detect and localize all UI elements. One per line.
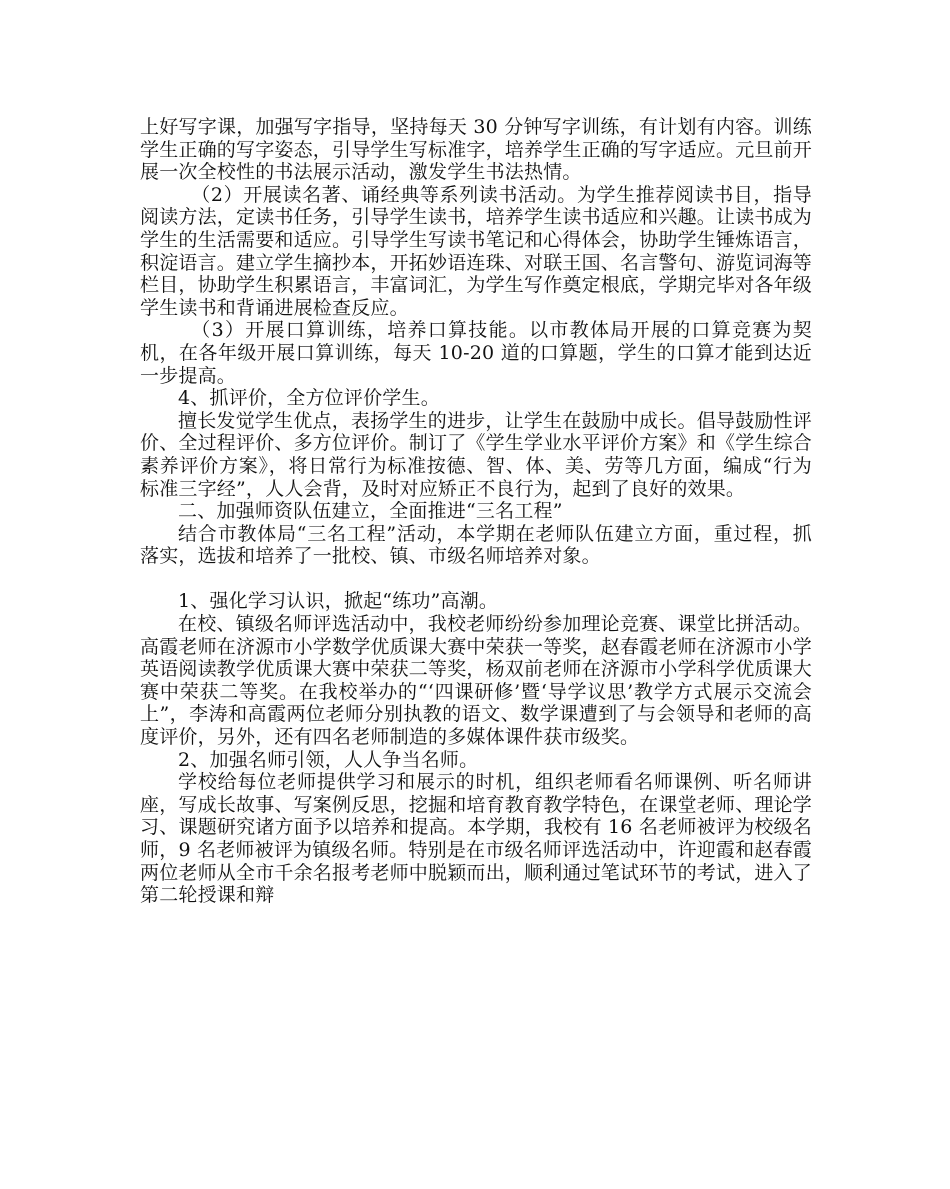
- heading-famous-teacher-lead: 2、加强名师引领，人人争当名师。: [178, 748, 479, 771]
- blank-line: [140, 568, 812, 591]
- paragraph-reading-activity: （2）开展读名著、诵经典等系列读书活动。为学生推荐阅读书目，指导阅读方法，定读书任务，引导学生读书，培养学生读书适应和兴趣。让读书成为学生的生活需要和适应。引导学生写读书笔记和心得体会，协助学生锤炼语言，积淀语言。建立学生摘抄本，开拓妙语连珠、对联王国、名言警句、游览词海等栏目，协助学生积累语言，丰富词汇，为学生写作奠定根底，学期完毕对各年级学生读书和背诵进展检查反应。: [140, 183, 813, 319]
- heading-study-awareness: 1、强化学习认识，掀起“练功”高潮。: [178, 590, 499, 613]
- paragraph-mental-arithmetic: （3）开展口算训练，培养口算技能。以市教体局开展的口算竞赛为契机，在各年级开展口算训练，每天 10-20 道的口算题，学生的口算才能到达近一步提高。: [140, 319, 812, 387]
- paragraph-evaluation: 擅长发觉学生优点，表扬学生的进步，让学生在鼓励中成长。倡导鼓励性评价、全过程评价、多方位评价。制订了《学生学业水平评价方案》和《学生综合素养评价方案》，将日常行为标准按德、智、体、美、劳等几方面，编成“行为标准三字经”，人人会背，及时对应矫正不良行为，起到了良好的效果。: [140, 409, 813, 500]
- heading-teacher-team: 二、加强师资队伍建立，全面推进“三名工程”: [178, 500, 563, 523]
- paragraph-three-famous-project: 结合市教体局“三名工程”活动，本学期在老师队伍建立方面，重过程，抓落实，选拔和培养了一批校、镇、市级名师培养对象。: [140, 522, 812, 568]
- paragraph-writing-class: 上好写字课，加强写字指导，坚持每天 30 分钟写字训练，有计划有内容。训练学生正确的写字姿态，引导学生写标准字，培养学生正确的写字适应。元旦前开展一次全校性的书法展示活动，激发学生书法热情。: [140, 116, 813, 184]
- document-body: [140, 116, 812, 907]
- paragraph-competitions: 在校、镇级名师评选活动中，我校老师纷纷参加理论竞赛、课堂比拼活动。高霞老师在济源市小学数学优质课大赛中荣获一等奖，赵春霞老师在济源市小学英语阅读教学优质课大赛中荣获二等奖，杨双前老师在济源市小学科学优质课大赛中荣获二等奖。在我校举办的“‘四课研修’暨‘导学议思’教学方式展示交流会上”，李涛和高霞两位老师分别执教的语文、数学课遭到了与会领导和老师的高度评价，另外，还有四名老师制造的多媒体课件获市级奖。: [140, 613, 813, 749]
- paragraph-famous-teacher-training: 学校给每位老师提供学习和展示的时机，组织老师看名师课例、听名师讲座，写成长故事、写案例反思，挖掘和培育教育教学特色，在课堂老师、理论学习、课题研究诸方面予以培养和提高。本学期，我校有 16 名老师被评为校级名师，9 名老师被评为镇级名师。特别是在市级名师评选活动中，许迎霞和赵春霞两位老师从全市千余名报考老师中脱颖而出，顺利通过笔试环节的考试，进入了第二轮授课和辩: [140, 771, 813, 907]
- heading-evaluation: 4、抓评价，全方位评价学生。: [178, 387, 440, 410]
